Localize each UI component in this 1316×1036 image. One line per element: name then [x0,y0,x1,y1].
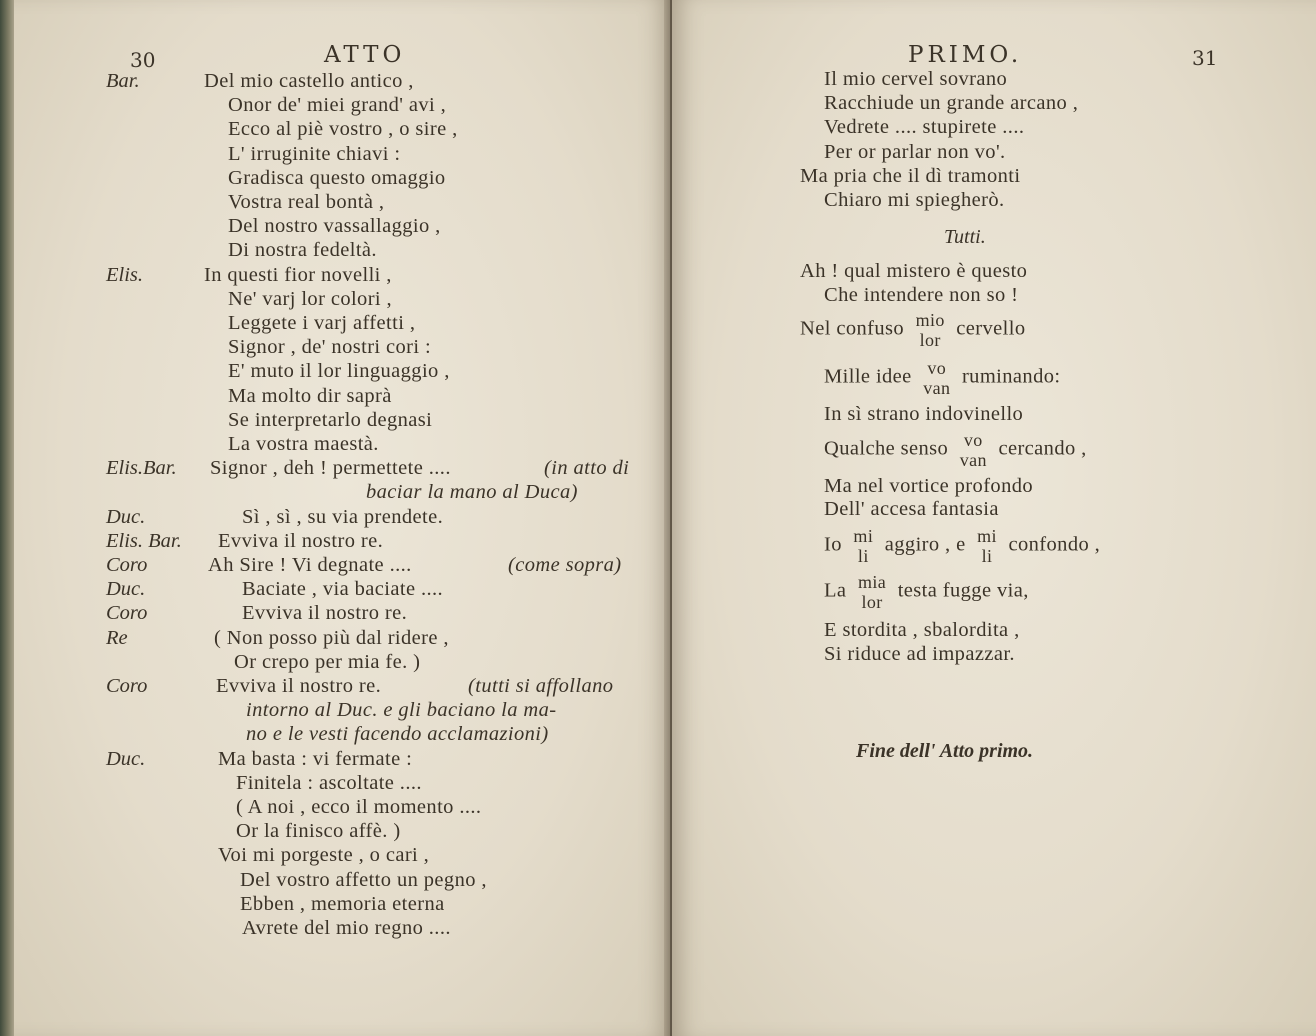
speaker-name: Duc. [106,747,146,770]
variant-top: vo [963,430,983,450]
speaker-name: Elis.Bar. [106,457,177,480]
stage-direction: no e le vesti facendo acclamazioni) [246,723,549,746]
verse-line: Evviva il nostro re. [216,675,382,697]
verse-line: Chiaro mi spiegherò. [824,189,1005,211]
verse-line: Racchiude un grande arcano , [824,92,1079,115]
verse-line: Ma pria che il dì tramonti [800,164,1021,187]
right-page-number: 31 [1192,46,1218,70]
verse-line: Evviva il nostro re. [218,529,384,552]
variant-bottom: li [857,546,869,566]
variant-stack [977,526,997,566]
speaker-name: Duc. [106,505,146,528]
speaker-name: Bar. [106,70,140,92]
verse-line: Baciate , via baciate .... [242,578,444,601]
verse-line: Sì , sì , su via prendete. [242,505,444,528]
verse-line: Ecco al piè vostro , o sire , [228,118,458,141]
verse-line: ( A noi , ecco il momento .... [236,796,482,818]
variant-top: mio [915,310,945,330]
verse-line: E' muto il lor linguaggio , [228,360,450,383]
left-page-number: 30 [130,48,156,72]
verse-line: Ma nel vortice profondo [824,475,1034,497]
verse-line: Dell' accesa fantasia [824,498,999,520]
stage-direction: (tutti si affollano [468,675,614,697]
verse-text: La [824,579,847,602]
variant-top: mi [977,526,997,546]
verse-line-variant [824,430,1087,470]
verse-line: Il mio cervel sovrano [824,68,1008,90]
verse-text: Qualche senso [824,437,949,460]
variant-stack [916,310,945,350]
verse-line: Or la finisco affè. ) [236,820,401,843]
verse-text: confondo , [1008,533,1101,556]
verse-text: Io [824,533,842,556]
left-page [14,0,670,1036]
verse-line: In sì strano indovinello [824,403,1024,425]
verse-line: Voi mi porgeste , o cari , [218,844,430,867]
verse-text: Mille idee [824,365,912,388]
verse-line: Si riduce ad impazzar. [824,643,1015,665]
variant-stack [853,526,873,566]
speaker-name: Coro [106,554,148,576]
end-of-act: Fine dell' Atto primo. [856,740,1034,762]
right-page [672,0,1316,1036]
verse-line: Se interpretarlo degnasi [228,408,433,431]
verse-line-variant [800,310,1026,350]
left-running-title: ATTO [324,42,406,68]
variant-bottom: van [923,378,951,398]
verse-text: Nel confuso [800,317,905,340]
stage-direction: intorno al Duc. e gli baciano la ma- [246,699,557,722]
stage-direction: (in atto di [544,457,630,480]
verse-line: L' irruginite chiavi : [228,142,401,165]
verse-line: Vedrete .... stupirete .... [824,116,1025,139]
verse-line: Gradisca questo omaggio [228,166,446,189]
verse-line: La vostra maestà. [228,433,379,455]
verse-line: Finitela : ascoltate .... [236,771,422,794]
speaker-name: Duc. [106,578,146,601]
verse-line-variant [824,572,1029,612]
verse-line: Del vostro affetto un pegno , [240,868,487,891]
verse-line: Del nostro vassallaggio , [228,215,441,238]
verse-line: Avrete del mio regno .... [242,917,451,939]
variant-top: mi [853,526,874,546]
verse-line: Che intendere non so ! [824,284,1019,306]
right-running-title: PRIMO. [908,42,1023,68]
verse-line: Onor de' miei grand' avi , [228,94,447,117]
verse-text: aggiro , e [884,533,966,556]
verse-line: Per or parlar non vo'. [824,140,1006,163]
verse-text: ruminando: [961,365,1061,388]
stage-direction: baciar la mano al Duca) [366,481,578,504]
verse-line: In questi fior novelli , [204,263,392,286]
variant-stack [858,572,886,612]
verse-line: Vostra real bontà , [228,191,385,213]
verse-line: Or crepo per mia fe. ) [234,650,421,673]
verse-line: Ne' varj lor colori , [228,287,393,310]
variant-stack [960,430,987,470]
verse-line: Ah Sire ! Vi degnate .... [208,554,412,576]
verse-line: ( Non posso più dal ridere , [214,626,449,649]
variant-bottom: lor [861,592,883,612]
speaker-name: Elis. Bar. [106,529,182,552]
verse-line: Signor , deh ! permettete .... [210,457,451,480]
verse-line: Leggete i varj affetti , [228,312,416,334]
verse-line: Di nostra fedeltà. [228,239,377,262]
verse-line: Ebben , memoria eterna [240,892,445,915]
speaker-name: Coro [106,602,148,625]
verse-line: Evviva il nostro re. [242,602,408,625]
verse-line: E stordita , sbalordita , [824,619,1020,641]
variant-top: vo [927,358,947,378]
variant-bottom: li [981,546,993,566]
stage-direction: (come sopra) [508,554,622,576]
variant-top: mia [857,572,887,592]
speaker-name: Elis. [106,263,144,286]
verse-text: testa fugge via, [897,579,1029,602]
speaker-name: Coro [106,675,148,697]
verse-line-variant [824,526,1100,566]
verse-line: Del mio castello antico , [204,70,414,92]
speaker-name: Re [106,626,128,649]
tutti-heading: Tutti. [944,226,986,248]
verse-line: Signor , de' nostri cori : [228,336,432,359]
verse-line: Ma basta : vi fermate : [218,747,413,770]
verse-line-variant [824,358,1060,398]
verse-line: Ma molto dir saprà [228,384,392,407]
variant-bottom: lor [919,330,941,350]
variant-stack [923,358,950,398]
variant-bottom: van [959,450,987,470]
verse-line: Ah ! qual mistero è questo [800,260,1028,282]
verse-text: cervello [956,317,1026,340]
verse-text: cercando , [998,437,1087,460]
